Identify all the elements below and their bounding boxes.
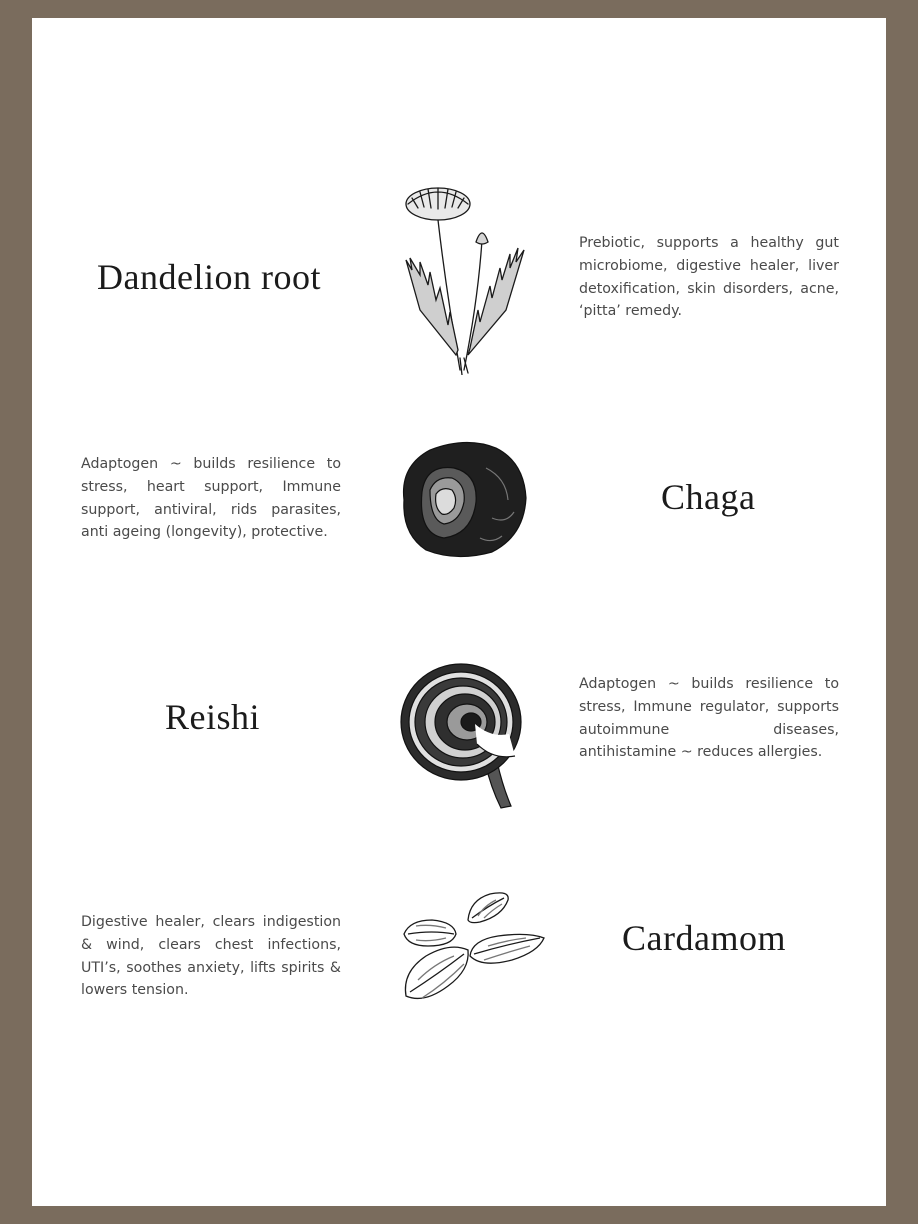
reishi-icon (397, 660, 527, 812)
herb-description-cardamom: Digestive healer, clears indigestion & wind, clears chest infections, UTI’s, soothes anxiety, lifts spirits & lowers tension. (81, 914, 341, 999)
herb-description-chaga: Adaptogen ~ builds resilience to stress, heart support, Immune support, antiviral, rids parasites, anti ageing (longevity), protective. (81, 456, 341, 541)
herb-description-dandelion: Prebiotic, supports a healthy gut microbiome, digestive healer, liver detoxification, skin disorders, acne, ‘pitta’ remedy. (579, 235, 839, 320)
chaga-icon (396, 438, 528, 560)
herb-name-dandelion: Dandelion root (97, 257, 321, 297)
herb-description-reishi: Adaptogen ~ builds resilience to stress, Immune regulator, supports autoimmune diseases, antihistamine ~ reduces allergies. (579, 676, 839, 761)
cardamom-icon (398, 876, 548, 1006)
herb-card (32, 18, 886, 1206)
herb-name-chaga: Chaga (661, 477, 756, 517)
herb-name-reishi: Reishi (165, 697, 261, 737)
dandelion-icon (398, 180, 528, 375)
herb-name-cardamom: Cardamom (622, 918, 786, 958)
